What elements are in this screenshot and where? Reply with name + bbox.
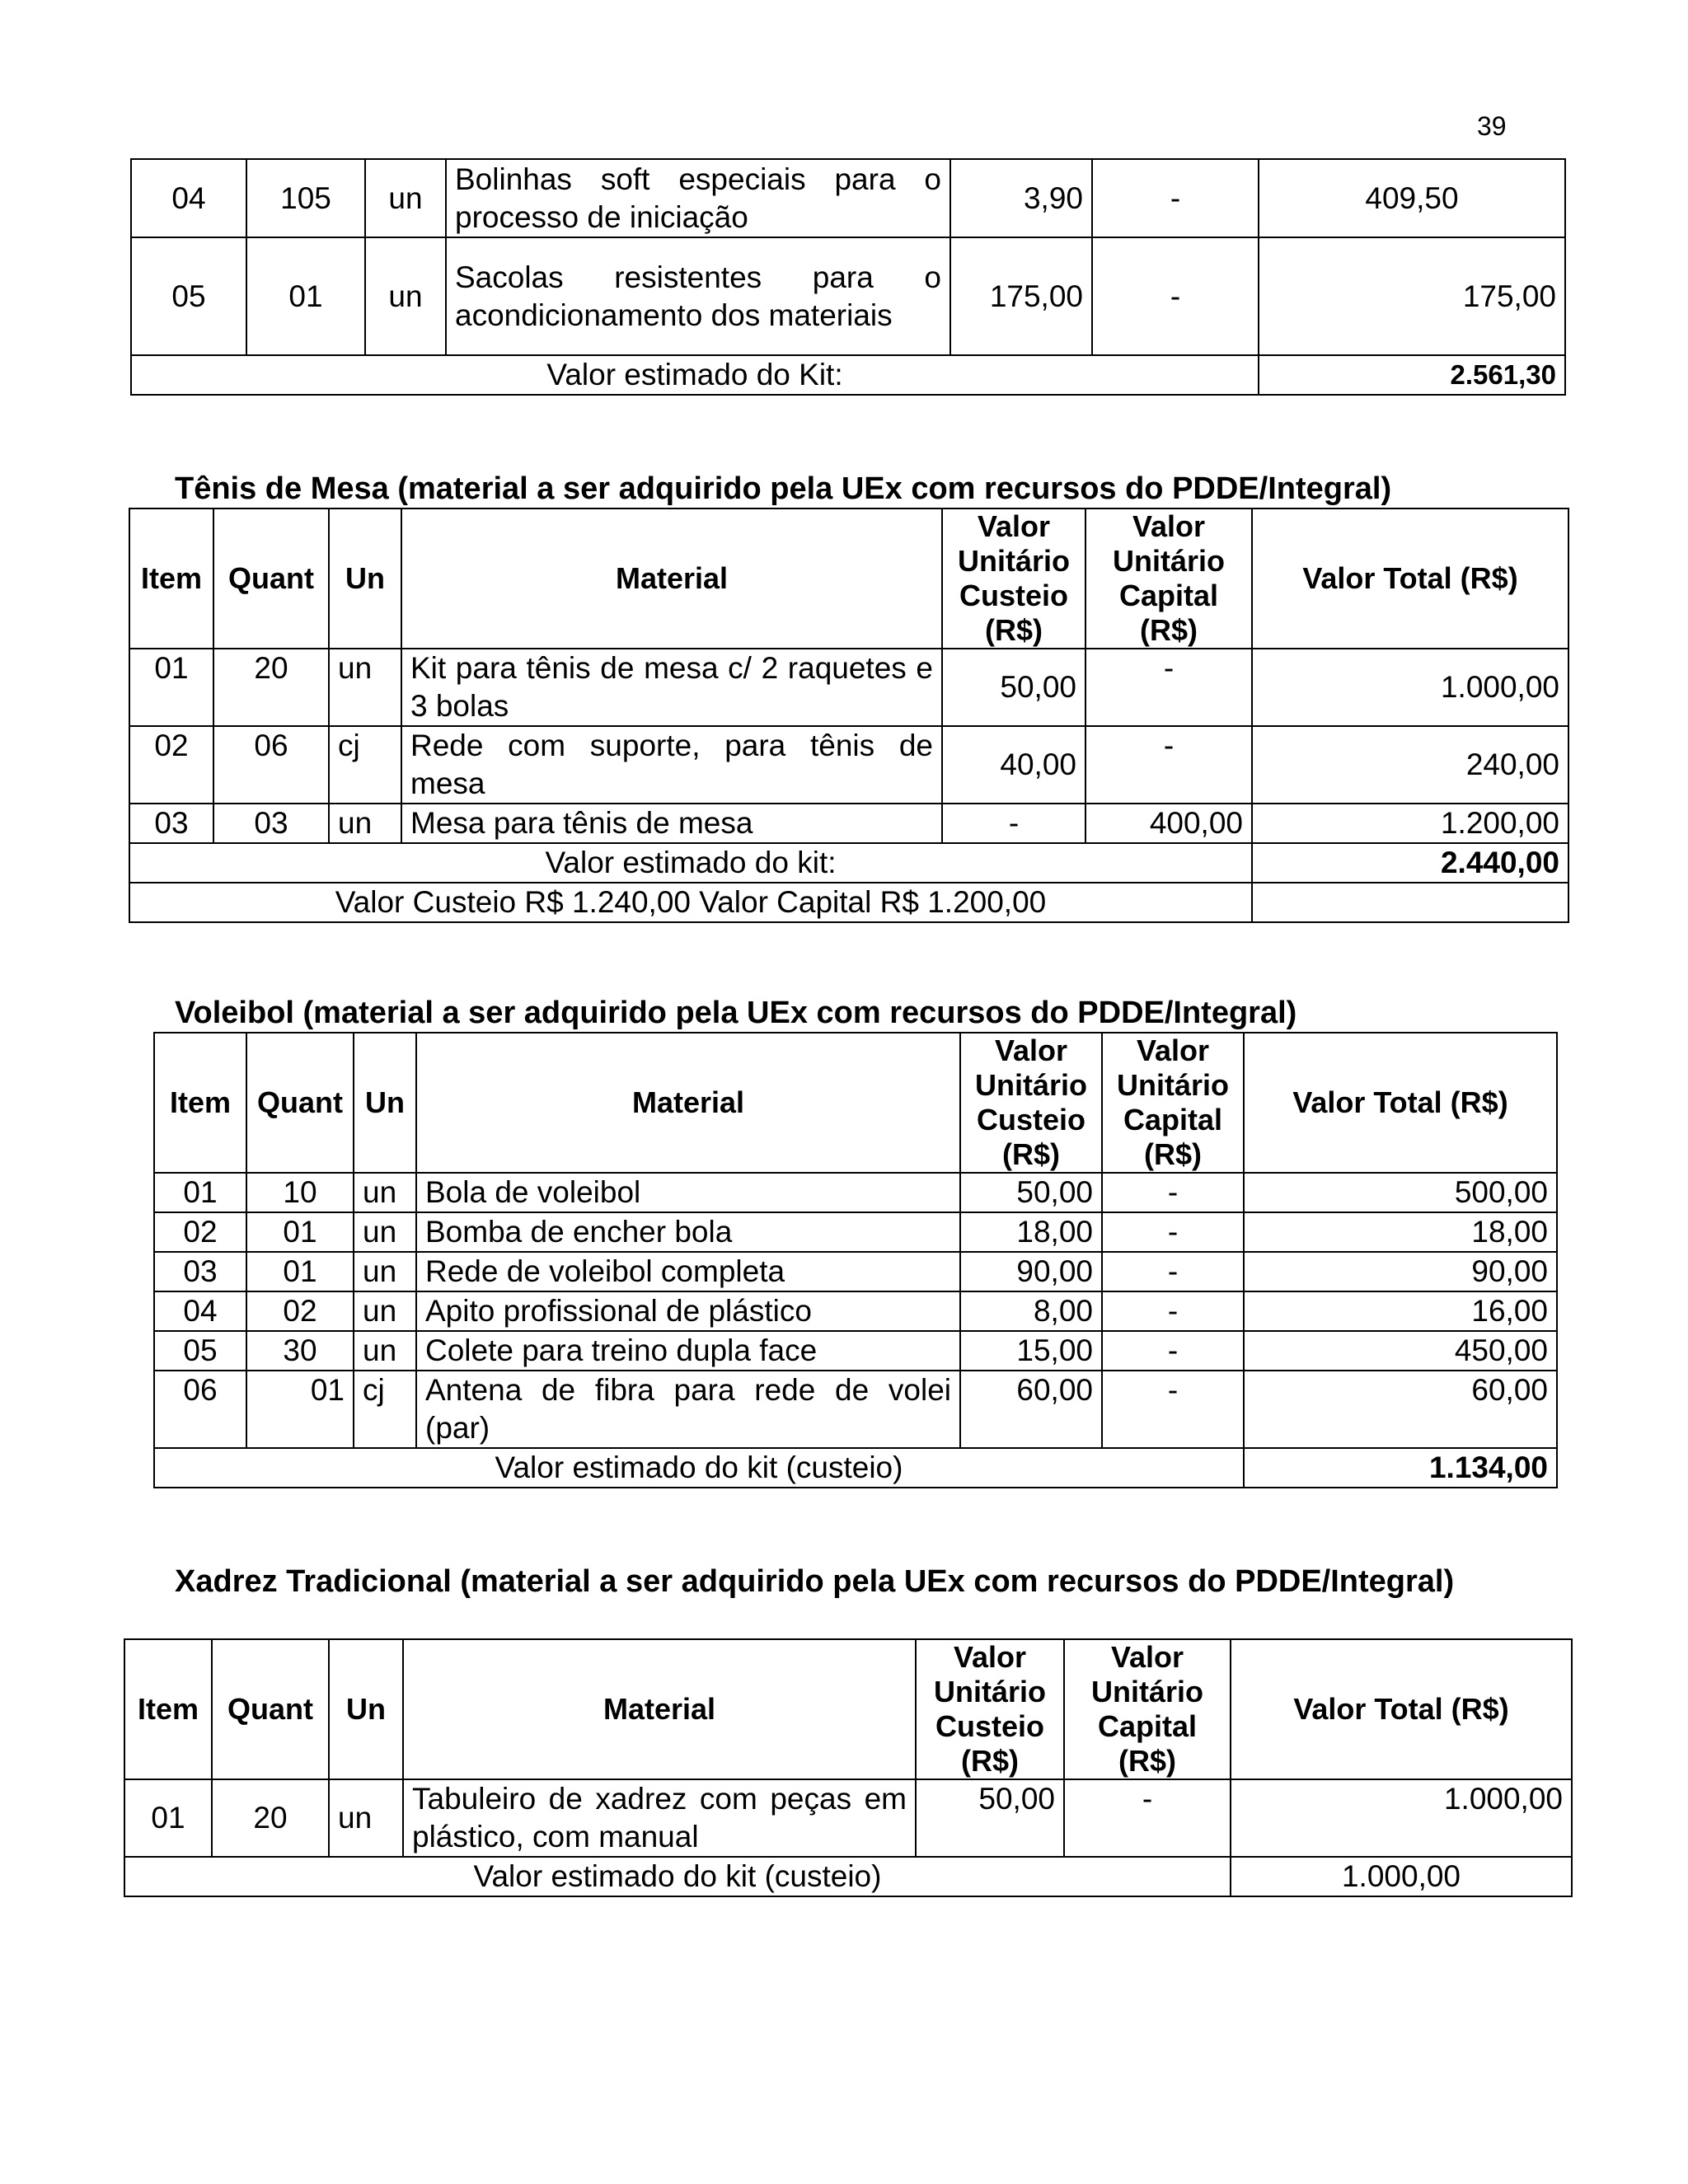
- kit-total-value: 1.000,00: [1231, 1857, 1572, 1896]
- kit-total-value: 2.561,30: [1259, 355, 1565, 395]
- table-row: 01 20 un Tabuleiro de xadrez com peças em plástico, com manual 50,00 - 1.000,00: [124, 1779, 1572, 1857]
- kit-total-label: Valor estimado do kit (custeio): [124, 1857, 1231, 1896]
- kit-total-row: [154, 1448, 1557, 1488]
- table-row: 03 03 un Mesa para tênis de mesa - 400,00 1.200,00: [129, 804, 1568, 843]
- kit-total-value: 1.134,00: [1244, 1448, 1557, 1488]
- summary-row: [129, 883, 1568, 922]
- tenis-table: [129, 508, 1569, 923]
- table-header: Item Quant Un Material Valor Unitário Custeio (R$) Valor Unitário Capital (R$) Valor Total (R$): [154, 1033, 1557, 1173]
- kit-continuation-table: [130, 158, 1566, 396]
- kit-total-row: [124, 1857, 1572, 1896]
- kit-total-row: [131, 355, 1565, 395]
- table-row: 05 30 un Colete para treino dupla face 15,00 - 450,00: [154, 1331, 1557, 1371]
- table-row: 04 105 un Bolinhas soft especiais para o processo de iniciação 3,90 - 409,50: [131, 159, 1565, 237]
- table-row: 04 02 un Apito profissional de plástico 8,00 - 16,00: [154, 1291, 1557, 1331]
- table-row: 05 01 un Sacolas resistentes para o acondicionamento dos materiais 175,00 - 175,00: [131, 237, 1565, 355]
- custeio-capital-summary: Valor Custeio R$ 1.240,00 Valor Capital R$ 1.200,00: [129, 883, 1252, 922]
- table-header: Item Quant Un Material Valor Unitário Custeio (R$) Valor Unitário Capital (R$) Valor Total (R$): [129, 509, 1568, 649]
- kit-total-value: 2.440,00: [1252, 843, 1568, 883]
- xadrez-heading: Xadrez Tradicional (material a ser adquirido pela UEx com recursos do PDDE/Integral): [175, 1564, 1455, 1599]
- volei-heading: Voleibol (material a ser adquirido pela UEx com recursos do PDDE/Integral): [175, 996, 1297, 1030]
- table-row: 01 20 un Kit para tênis de mesa c/ 2 raquetes e 3 bolas 50,00 - 1.000,00: [129, 649, 1568, 726]
- tenis-heading: Tênis de Mesa (material a ser adquirido pela UEx com recursos do PDDE/Integral): [175, 471, 1392, 506]
- table-row: 02 01 un Bomba de encher bola 18,00 - 18,00: [154, 1212, 1557, 1252]
- table-row: 02 06 cj Rede com suporte, para tênis de mesa 40,00 - 240,00: [129, 726, 1568, 804]
- kit-total-label: Valor estimado do kit (custeio): [154, 1448, 1244, 1488]
- table-row: 01 10 un Bola de voleibol 50,00 - 500,00: [154, 1173, 1557, 1212]
- kit-total-label: Valor estimado do Kit:: [131, 355, 1259, 395]
- kit-total-label: Valor estimado do kit:: [129, 843, 1252, 883]
- xadrez-table: [124, 1638, 1573, 1897]
- table-header: Item Quant Un Material Valor Unitário Custeio (R$) Valor Unitário Capital (R$) Valor Total (R$): [124, 1639, 1572, 1779]
- volei-table: [153, 1032, 1558, 1488]
- table-row: 03 01 un Rede de voleibol completa 90,00 - 90,00: [154, 1252, 1557, 1291]
- kit-total-row: [129, 843, 1568, 883]
- table-row: 06 01 cj Antena de fibra para rede de volei (par) 60,00 - 60,00: [154, 1371, 1557, 1448]
- page-number: 39: [1477, 111, 1507, 141]
